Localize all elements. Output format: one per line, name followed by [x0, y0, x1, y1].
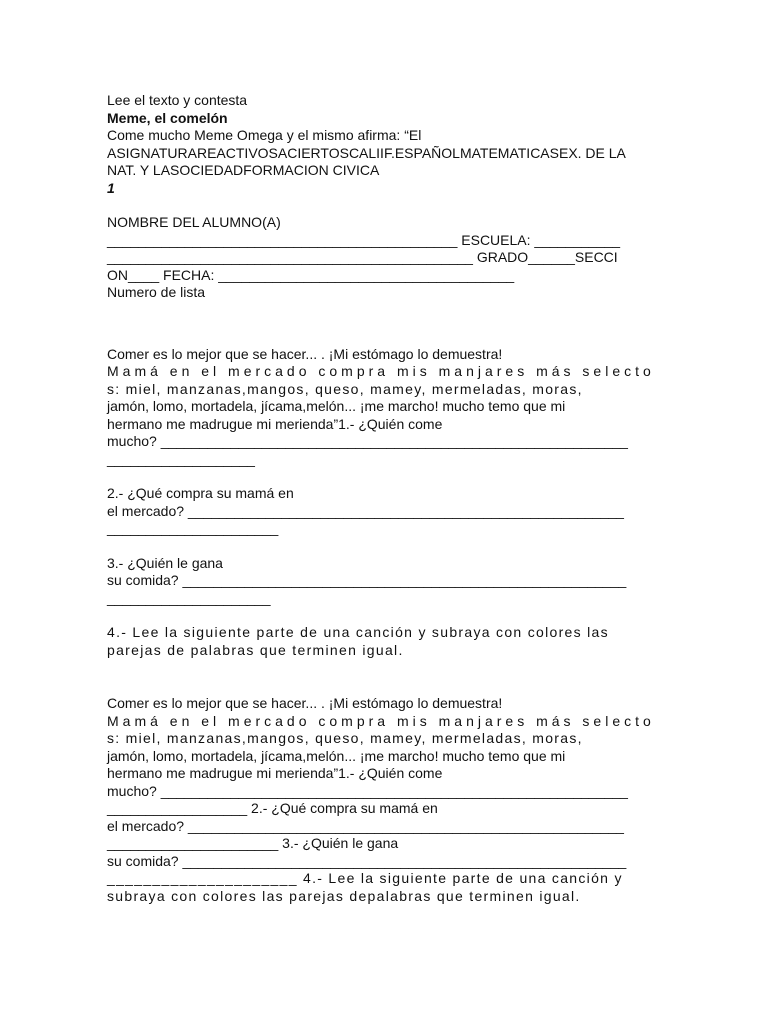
poem-line: s: miel, manzanas,mangos, queso, mamey, mermeladas, moras,	[107, 730, 583, 746]
question-3: ______________________ 3.- ¿Quién le gana	[107, 835, 399, 851]
question-4: parejas de palabras que terminen igual.	[107, 641, 404, 658]
question-4: _____________________ 4.- Lee la siguiente parte de una canción y	[107, 870, 623, 886]
answer-line: su comida? _________________________________________________________	[107, 852, 627, 869]
student-name-label: NOMBRE DEL ALUMNO(A)	[107, 214, 281, 230]
story-title: Meme, el comelón	[107, 109, 228, 126]
instruction-text: Lee el texto y contesta	[107, 92, 248, 108]
document-body	[107, 92, 663, 905]
answer-line: ______________________	[107, 520, 279, 536]
poem-line: jamón, lomo, mortadela, jícama,melón... ¡me marcho! mucho temo que mi	[107, 398, 566, 414]
poem-line: Comer es lo mejor que se hacer... . ¡Mi estómago lo demuestra!	[107, 345, 503, 362]
question-1: hermano me madrugue mi merienda”1.- ¿Quién come	[107, 415, 443, 432]
page-number: 1	[107, 179, 115, 196]
answer-line: _____________________	[107, 589, 271, 606]
question-4: subraya con colores las parejas depalabras que terminen igual.	[107, 887, 581, 904]
poem-line: Mamá en el mercado compra mis manjares más selecto	[107, 712, 655, 729]
question-3: 3.- ¿Quién le gana	[107, 554, 223, 571]
question-2: __________________ 2.- ¿Qué compra su mamá en	[107, 800, 438, 816]
intro-line: Come mucho Meme Omega y el mismo afirma: “El	[107, 127, 422, 143]
answer-line: su comida? _________________________________________________________	[107, 572, 627, 588]
poem-line: jamón, lomo, mortadela, jícama,melón... ¡me marcho! mucho temo que mi	[107, 747, 566, 764]
poem-line: Comer es lo mejor que se hacer... . ¡Mi estómago lo demuestra!	[107, 695, 503, 711]
header-field-line: _____________________________________________ ESCUELA: ___________	[107, 231, 621, 248]
intro-line: NAT. Y LASOCIEDADFORMACION CIVICA	[107, 162, 380, 178]
intro-line: ASIGNATURAREACTIVOSACIERTOSCALIIF.ESPAÑOLMATEMATICASEX. DE LA	[107, 144, 626, 161]
question-1: hermano me madrugue mi merienda”1.- ¿Quién come	[107, 765, 443, 781]
answer-line: mucho? ____________________________________________________________	[107, 782, 628, 799]
answer-line: el mercado? ________________________________________________________	[107, 817, 624, 834]
header-field-line: _______________________________________________ GRADO______SECCI	[107, 249, 618, 265]
question-2: 2.- ¿Qué compra su mamá en	[107, 485, 294, 501]
poem-line: Mamá en el mercado compra mis manjares más selecto	[107, 363, 655, 379]
header-field-line: ON____ FECHA: ______________________________________	[107, 266, 515, 283]
answer-line: ___________________	[107, 450, 255, 467]
answer-line: mucho? ____________________________________________________________	[107, 433, 628, 449]
poem-line: s: miel, manzanas,mangos, queso, mamey, mermeladas, moras,	[107, 380, 583, 397]
answer-line: el mercado? ________________________________________________________	[107, 502, 624, 519]
list-number-label: Numero de lista	[107, 284, 206, 300]
question-4: 4.- Lee la siguiente parte de una canción y subraya con colores las	[107, 624, 609, 640]
